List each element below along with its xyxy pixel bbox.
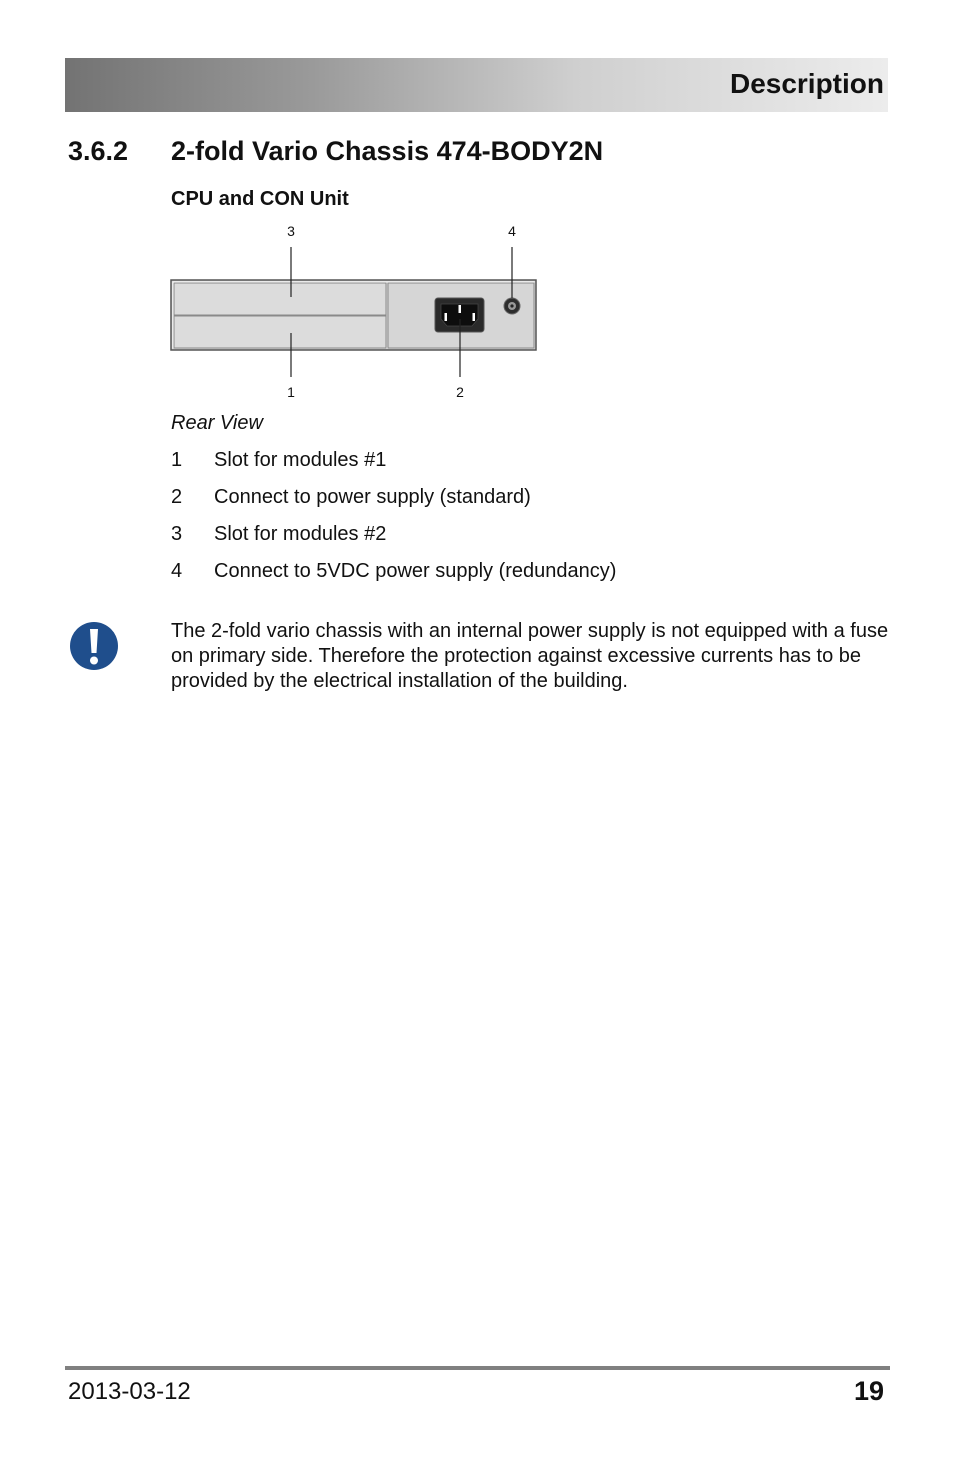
section-number: 3.6.2 bbox=[68, 136, 129, 166]
legend-text: Slot for modules #1 bbox=[214, 449, 387, 471]
callout-2: 2 bbox=[456, 384, 464, 400]
sub-heading: CPU and CON Unit bbox=[171, 188, 349, 210]
legend-text: Slot for modules #2 bbox=[214, 523, 387, 545]
page-number: 19 bbox=[853, 1376, 884, 1406]
legend-text: Connect to power supply (standard) bbox=[214, 486, 531, 508]
dc-jack-icon bbox=[504, 298, 520, 314]
legend-text: Connect to 5VDC power supply (redundancy) bbox=[214, 560, 617, 582]
callout-4: 4 bbox=[508, 223, 516, 239]
footer-date: 2013-03-12 bbox=[68, 1378, 191, 1405]
figure-caption: Rear View bbox=[171, 412, 263, 434]
section-title: 2-fold Vario Chassis 474-BODY2N bbox=[171, 136, 604, 166]
exclamation-icon bbox=[69, 620, 119, 672]
legend-number: 3 bbox=[171, 523, 183, 545]
chassis-rear-diagram bbox=[160, 215, 560, 410]
callout-3: 3 bbox=[287, 223, 295, 239]
note-text: The 2-fold vario chassis with an internal power supply is not equipped with a fuse on primary side. Therefore the protection against excessive currents has to be provided by the electrical installation of the building. bbox=[171, 620, 889, 692]
callout-1: 1 bbox=[287, 384, 295, 400]
header-bar bbox=[65, 58, 888, 112]
module-slot-1 bbox=[174, 316, 386, 348]
module-slot-2 bbox=[174, 283, 386, 315]
legend-number: 1 bbox=[171, 449, 183, 471]
footer-rule bbox=[65, 1366, 890, 1370]
header-title: Description bbox=[729, 68, 884, 99]
legend-number: 2 bbox=[171, 486, 183, 508]
legend-number: 4 bbox=[171, 560, 183, 582]
